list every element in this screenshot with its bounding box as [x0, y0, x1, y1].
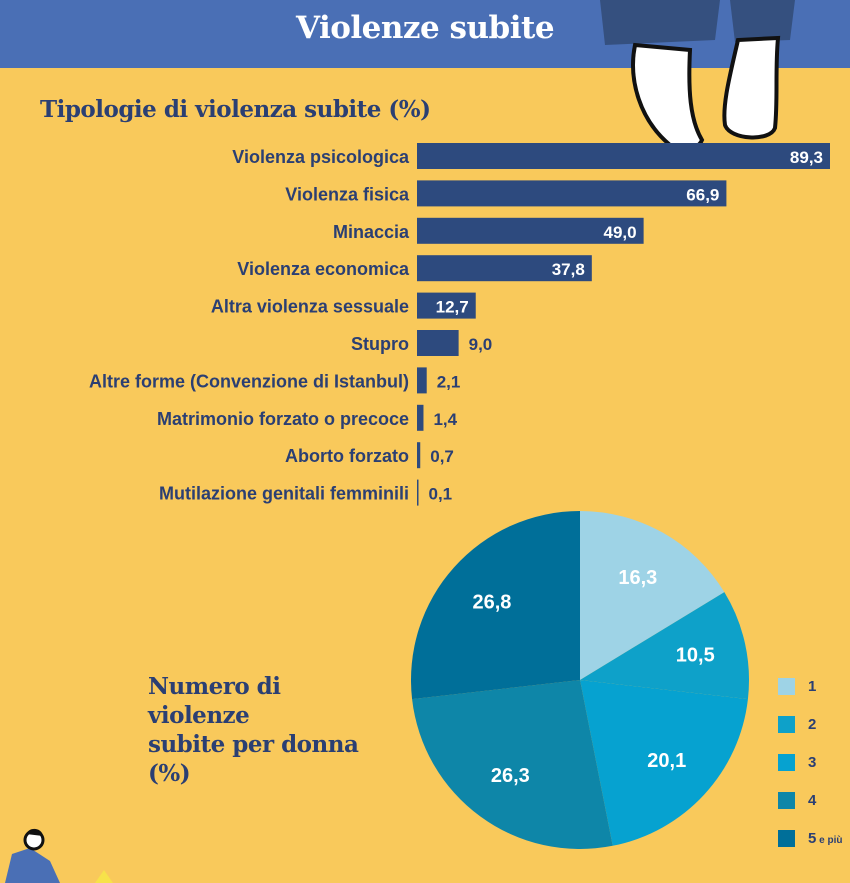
- bar-category-label: Minaccia: [332, 221, 409, 242]
- bar-value-label: 0,1: [428, 484, 453, 504]
- bar-value-label: 9,0: [468, 335, 493, 354]
- legend-label: 2: [808, 716, 817, 733]
- bar-value-label: 1,4: [433, 409, 458, 429]
- pie-slice-label: 16,3: [618, 567, 658, 590]
- pie-slice-label: 26,8: [472, 591, 512, 614]
- pie-slice-label: 26,3: [490, 765, 530, 788]
- bar-value-label: 2,1: [436, 372, 461, 392]
- bar-category-label: Violenza fisica: [285, 184, 409, 205]
- pie-slice-label: 10,5: [675, 644, 715, 667]
- pie-slice-label: 20,1: [647, 749, 687, 772]
- legend-item: [778, 676, 850, 696]
- legend-swatch: [778, 754, 795, 771]
- bar-category-label: Violenza psicologica: [232, 147, 409, 167]
- bar-value-label: 12,7: [435, 297, 469, 317]
- bar-category-label: Matrimonio forzato o precoce: [156, 408, 409, 429]
- bar-category-label: Violenza economica: [237, 259, 409, 280]
- bar-category-label: Mutilazione genitali femminili: [158, 483, 409, 504]
- bar-chart-title: Tipologie di violenza subite (%): [40, 96, 431, 123]
- legend-label-suffix: e più: [816, 835, 843, 846]
- legend-swatch: [778, 716, 795, 733]
- legend-label: 5 e più: [808, 830, 843, 847]
- legend-item: [778, 752, 850, 772]
- bar-category-label: Aborto forzato: [285, 446, 409, 467]
- pie-title-line-2: subite per donna (%): [148, 731, 359, 787]
- bar-category-label: Altre forme (Convenzione di Istanbul): [88, 371, 409, 392]
- bar-value-label: 89,3: [789, 148, 823, 167]
- page-title: Violenze subite: [295, 10, 555, 46]
- legend-item: [778, 828, 850, 848]
- pie-title-line-1: Numero di violenze: [148, 673, 281, 729]
- person-illustration: [0, 826, 130, 883]
- bar-value-label: 66,9: [686, 185, 720, 205]
- legend-label: 4: [808, 792, 817, 809]
- bar-value-label: 37,8: [551, 260, 585, 280]
- legend-label: 3: [808, 754, 817, 771]
- bar-category-label: Stupro: [351, 334, 409, 354]
- legend-label: 1: [808, 678, 817, 695]
- legend-item: [778, 790, 850, 810]
- bar-value-label: 49,0: [603, 222, 637, 242]
- legend-swatch: [778, 830, 795, 847]
- legend-swatch: [778, 678, 795, 695]
- bar-value-label: 0,7: [430, 447, 454, 467]
- bar-category-label: Altra violenza sessuale: [210, 296, 409, 317]
- legend-swatch: [778, 792, 795, 809]
- legend-item: [778, 714, 850, 734]
